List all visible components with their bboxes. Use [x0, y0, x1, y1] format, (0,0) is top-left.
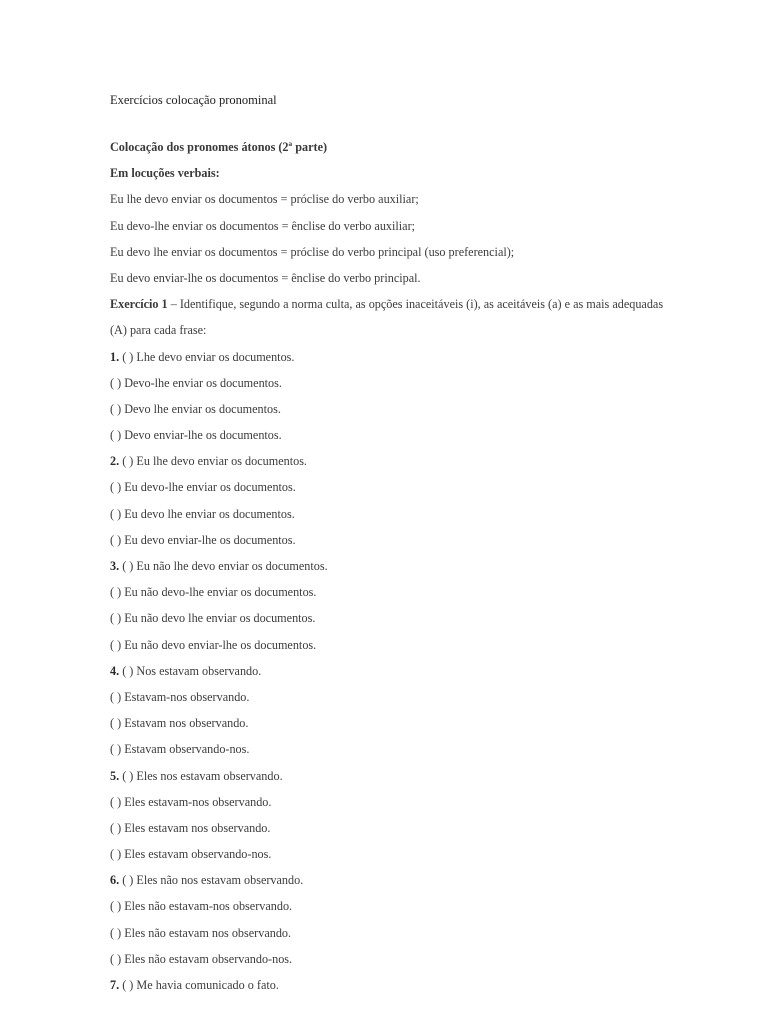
item-number: 3.: [110, 559, 120, 574]
option-line: ( ) Eu não devo enviar-lhe os documentos.: [110, 637, 317, 652]
subheading: Em locuções verbais:: [110, 166, 220, 181]
item-number: 7.: [110, 978, 120, 993]
item-number: 4.: [110, 663, 120, 678]
item-number: 1.: [110, 349, 120, 364]
option-line: ( ) Devo-lhe enviar os documentos.: [110, 375, 282, 390]
option-line: ( ) Devo lhe enviar os documentos.: [110, 401, 281, 416]
item-number: 2.: [110, 454, 120, 469]
rule-line: Eu lhe devo enviar os documentos = próclise do verbo auxiliar;: [110, 192, 419, 207]
rule-line: Eu devo-lhe enviar os documentos = ênclise do verbo auxiliar;: [110, 218, 416, 233]
exercise-label: Exercício 1: [110, 297, 168, 312]
rule-line: Eu devo enviar-lhe os documentos = ênclise do verbo principal.: [110, 270, 421, 285]
item-number: 5.: [110, 768, 120, 783]
exercise-item-4: [110, 658, 670, 684]
option-text: ( ) Eu lhe devo enviar os documentos.: [122, 454, 307, 469]
option-line: ( ) Eles não estavam-nos observando.: [110, 899, 293, 914]
option-line: ( ) Eu devo lhe enviar os documentos.: [110, 506, 295, 521]
option-line: ( ) Eu não devo-lhe enviar os documentos.: [110, 585, 317, 600]
option-line: ( ) Devo enviar-lhe os documentos.: [110, 428, 282, 443]
exercise-item-2: [110, 448, 670, 474]
option-line: ( ) Eles estavam-nos observando.: [110, 794, 272, 809]
option-line: ( ) Eles estavam nos observando.: [110, 820, 271, 835]
option-text: ( ) Eles nos estavam observando.: [122, 768, 283, 783]
exercise-item-3: [110, 553, 670, 579]
exercise-item-5: [110, 763, 670, 789]
option-line: ( ) Eles não estavam observando-nos.: [110, 951, 293, 966]
option-line: ( ) Estavam observando-nos.: [110, 742, 250, 757]
option-line: ( ) Eles não estavam nos observando.: [110, 925, 292, 940]
section-heading: Colocação dos pronomes átonos (2ª parte): [110, 140, 328, 154]
exercise-item-6: [110, 867, 670, 893]
option-text: ( ) Me havia comunicado o fato.: [122, 978, 279, 993]
item-number: 6.: [110, 873, 120, 888]
option-text: ( ) Lhe devo enviar os documentos.: [122, 349, 295, 364]
rule-line: Eu devo lhe enviar os documentos = próclise do verbo principal (uso preferencial);: [110, 244, 515, 259]
option-text: ( ) Nos estavam observando.: [122, 663, 262, 678]
option-line: ( ) Eu devo-lhe enviar os documentos.: [110, 480, 296, 495]
document-page: [110, 92, 670, 998]
option-line: ( ) Estavam nos observando.: [110, 716, 249, 731]
exercise-instruction: [110, 291, 670, 343]
option-line: ( ) Eles estavam observando-nos.: [110, 847, 272, 862]
option-line: ( ) Estavam-nos observando.: [110, 689, 250, 704]
option-text: ( ) Eles não nos estavam observando.: [122, 873, 304, 888]
exercise-instruction-text: – Identifique, segundo a norma culta, as opções inaceitáveis (i), as aceitáveis (a) e as mais adequadas (A) para cada frase:: [110, 297, 664, 338]
document-title: Exercícios colocação pronominal: [110, 93, 277, 107]
option-line: ( ) Eu não devo lhe enviar os documentos.: [110, 611, 316, 626]
exercise-item-1: [110, 344, 670, 370]
option-text: ( ) Eu não lhe devo enviar os documentos.: [122, 559, 328, 574]
exercise-item-7: [110, 972, 670, 998]
option-line: ( ) Eu devo enviar-lhe os documentos.: [110, 532, 296, 547]
